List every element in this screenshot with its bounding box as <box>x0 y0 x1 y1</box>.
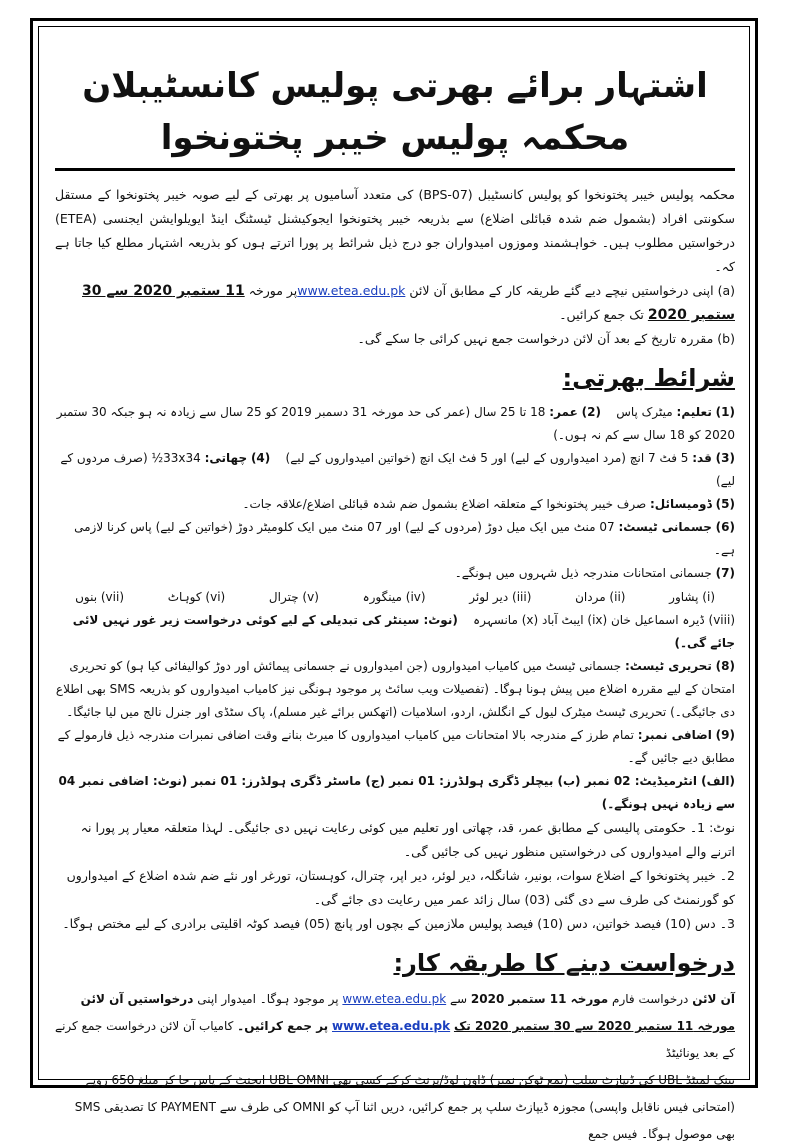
method-line-1 <box>55 986 735 1013</box>
city-item: (iii) دیر لوئر <box>469 590 532 604</box>
intro-paragraph: محکمہ پولیس خیبر پختونخوا کو پولیس کانسٹیبل (BPS-07) کی متعدد آسامیوں پر بھرتی کے لیے صوبہ خیبر پختونخوا کے مستقل سکونتی افراد (بشمول ضم شدہ قبائلی اضلاع) سے بذریعہ خیبر پختونخوا ایجوکیشنل ٹیسٹنگ اینڈ ایویلوایشن ایجنسی (ETEA) درخواستیں مطلوب ہیں۔ خواہشمند وموزوں امیدواران جو درج ذیل شرائط پر پورا اترتے ہوں کو بذریعہ اشتہار مطلع کیا جاتا ہے کہ۔ <box>55 187 735 274</box>
point-a-pre: اپنی درخواستیں نیچے دیے گئے طریقہ کار کے مطابق آن لائن <box>409 283 714 298</box>
condition-number: (4) <box>250 451 271 465</box>
conditions-list <box>55 401 735 816</box>
method-line-3: بینک لمیٹڈ UBL کی ڈیپازٹ سلپ (بمع ٹوکن نمبر) ڈاون لوڈ/پرنٹ کرکے کسی بھی UBL OMNI ایجنٹ کے پاس جا کر مبلغ 650 روپے (امتحانی فیس ناقابل واپسی) مجوزہ ڈیپازٹ سلپ پر جمع کرائیں، دریں اثنا آپ کو OMNI کی طرف سے PAYMENT کا تصدیقی SMS بھی موصول ہوگا۔ فیس جمع <box>74 1073 735 1141</box>
point-b-marker: (b) <box>717 331 735 346</box>
city-item: (iv) مینگورہ <box>362 590 426 604</box>
method-dates: مورخہ 11 ستمبر 2020 سے 30 ستمبر 2020 تک <box>453 1019 735 1033</box>
condition-text: جسمانی امتحانات مندرجہ ذیل شہروں میں ہونگے۔ <box>454 566 712 580</box>
condition-label: چھاتی: <box>204 451 248 465</box>
condition-label: جسمانی ٹیسٹ: <box>618 520 712 534</box>
point-a <box>55 279 735 327</box>
extra-marks <box>55 724 735 770</box>
city-item: (v) چترال <box>268 590 319 604</box>
condition-label: تعلیم: <box>676 405 712 419</box>
note-2: 2۔ خیبر پختونخوا کے اضلاع سوات، بونیر، شانگلہ، دیر لوئر، دیر اپر، چترال، کوہستان، تورغر اور نئے ضم شدہ اضلاع کے امیدواروں کو گورنمنٹ کی طرف سے دی گئی (03) سال زائد عمر میں رعایت دی جائے گی۔ <box>66 868 735 907</box>
condition-text: صرف خیبر پختونخوا کے متعلقہ اضلاع بشمول ضم شدہ قبائلی اضلاع/علاقہ جات۔ <box>242 497 647 511</box>
method-line-2 <box>55 1013 735 1067</box>
point-b-text: مقررہ تاریخ کے بعد آن لائن درخواست جمع نہیں کرائی جا سکے گی۔ <box>357 331 714 346</box>
condition-number: (7) <box>715 566 735 580</box>
city-item: (i) پشاور <box>669 590 715 604</box>
condition-label: عمر: <box>549 405 578 419</box>
note-1: نوٹ: 1۔ حکومتی پالیسی کے مطابق عمر، قد، چھاتی اور تعلیم میں کوئی رعایت نہیں دی جائیگی۔ لہذا متعلقہ معیار پر پورا نہ اترنے والے امیدواروں کی درخواستیں منظور نہیں کی جائیں گی۔ <box>80 820 735 859</box>
condition-number: (1) <box>715 405 735 419</box>
note-3: 3۔ دس (10) فیصد خواتین، دس (10) فیصد پولیس ملازمین کے بچوں اور پانچ (05) فیصد کوٹہ اقلیتی برادری کے لیے مختص ہوگا۔ <box>62 916 735 931</box>
etea-link[interactable]: www.etea.edu.pk <box>342 992 447 1006</box>
condition-text: 5 فٹ 7 انچ (مرد امیدواروں کے لیے) اور 5 فٹ ایک انچ (خواتین امیدواروں کے لیے) <box>285 451 689 465</box>
condition-7 <box>55 562 735 585</box>
conditions-heading: شرائط بھرتی: <box>562 364 735 392</box>
condition-label: ڈومیسائل: <box>649 497 712 511</box>
advertisement-content <box>55 60 735 1148</box>
condition-number: (2) <box>581 405 601 419</box>
method-text: سے <box>449 992 468 1006</box>
method-text: درخواستیں آن لائن <box>80 992 194 1006</box>
condition-label: اضافی نمبر: <box>637 728 712 742</box>
condition-label: تحریری ٹیسٹ: <box>624 659 712 673</box>
cities-row-1 <box>55 585 735 609</box>
method-text: پر موجود ہوگا۔ امیدوار اپنی <box>197 992 339 1006</box>
condition-3-4 <box>55 447 735 493</box>
point-a-dates: 11 ستمبر 2020 سے 30 ستمبر 2020 <box>82 283 735 323</box>
city-item: (vi) کوہاٹ <box>167 590 226 604</box>
method-heading: درخواست دینے کا طریقہ کار: <box>393 949 735 977</box>
condition-text: جسمانی ٹیسٹ میں کامیاب امیدواروں (جن امیدواروں نے جسمانی پیمائش اور دوڑ کوالیفائی کیا ہو) کو تحریری امتحان کے لیے مقررہ اضلاع میں پیش ہونا ہوگا۔ (تفصیلات ویب سائٹ پر موجود ہونگی نیز کامیاب امیدواروں کو بذریعہ SMS بھی اطلاع دی جائیگی۔) تحریری ٹیسٹ میٹرک لیول کے انگلش، اردو، اسلامیات (اتھکس برائے غیر مسلم)، پاک سٹڈی اور جنرل نالج میں لیا جائیگا۔ <box>55 659 735 719</box>
condition-text: 07 منٹ میں ایک میل دوڑ (مردوں کے لیے) اور 07 منٹ میں ایک کلومیٹر دوڑ (خواتین کے لیے) پاس کرنا لازمی ہے۔ <box>74 520 735 557</box>
condition-number: (3) <box>715 451 735 465</box>
condition-number: (8) <box>715 659 735 673</box>
condition-text: تمام طرز کے مندرجہ بالا امتحانات میں کامیاب امیدواروں کا میرٹ بنانے وقت اضافی نمبرات مندرجہ ذیل فارمولے کے مطابق دیے جائیں گے۔ <box>57 728 735 765</box>
method-section <box>55 986 735 1148</box>
city-item: (ii) مردان <box>575 590 626 604</box>
condition-6 <box>55 516 735 562</box>
condition-1-2 <box>55 401 735 447</box>
method-text: آن لائن <box>692 992 735 1006</box>
etea-link[interactable]: www.etea.edu.pk <box>332 1019 451 1033</box>
city-item: (vii) بنوں <box>75 590 124 604</box>
cities-row-2 <box>55 609 735 655</box>
notes-list <box>55 816 735 936</box>
point-a-marker: (a) <box>717 283 735 298</box>
etea-link[interactable]: www.etea.edu.pk <box>297 283 406 298</box>
extra-marks-detail: (الف) انٹرمیڈیٹ: 02 نمبر (ب) بیچلر ڈگری ہولڈرز: 01 نمبر (ج) ماسٹر ڈگری ہولڈرز: 01 نمبر (نوٹ: اضافی نمبر 04 سے زیادہ نہیں ہونگے۔) <box>58 774 735 811</box>
center-change-note: (نوٹ: سینٹر کی تبدیلی کے لیے کوئی درخواست زیر غور نہیں لائی جائے گی۔) <box>72 613 735 650</box>
point-b <box>55 327 735 351</box>
written-test <box>55 655 735 724</box>
condition-text: میٹرک پاس <box>616 405 673 419</box>
method-text: کامیاب آن لائن درخواست جمع کرنے کے بعد یونائیٹڈ <box>55 1019 735 1060</box>
method-text: درخواست فارم <box>612 992 689 1006</box>
condition-number: (5) <box>715 497 735 511</box>
condition-text: 33x34½ (صرف مردوں کے لیے) <box>60 451 735 488</box>
condition-number: (9) <box>715 728 735 742</box>
condition-number: (6) <box>715 520 735 534</box>
city-items: (viii) ڈیرہ اسماعیل خان (ix) ایبٹ آباد (x) مانسہرہ <box>473 613 735 627</box>
method-dates: مورخہ 11 ستمبر 2020 <box>470 992 609 1006</box>
condition-label: قد: <box>692 451 712 465</box>
point-a-post: تک جمع کرائیں۔ <box>559 307 644 322</box>
page-title: اشتہار برائے بھرتی پولیس کانسٹیبلان محکمہ پولیس خیبر پختونخوا <box>55 60 735 171</box>
method-text: پر جمع کرائیں۔ <box>237 1019 329 1033</box>
condition-5 <box>55 493 735 516</box>
condition-text: 18 تا 25 سال (عمر کی حد مورخہ 31 دسمبر 2019 کو 25 سال سے زیادہ نہ ہو جبکہ 30 ستمبر 2020 کو 18 سال سے کم نہ ہوں۔) <box>56 405 735 442</box>
point-a-mid: پر مورخہ <box>248 283 298 298</box>
